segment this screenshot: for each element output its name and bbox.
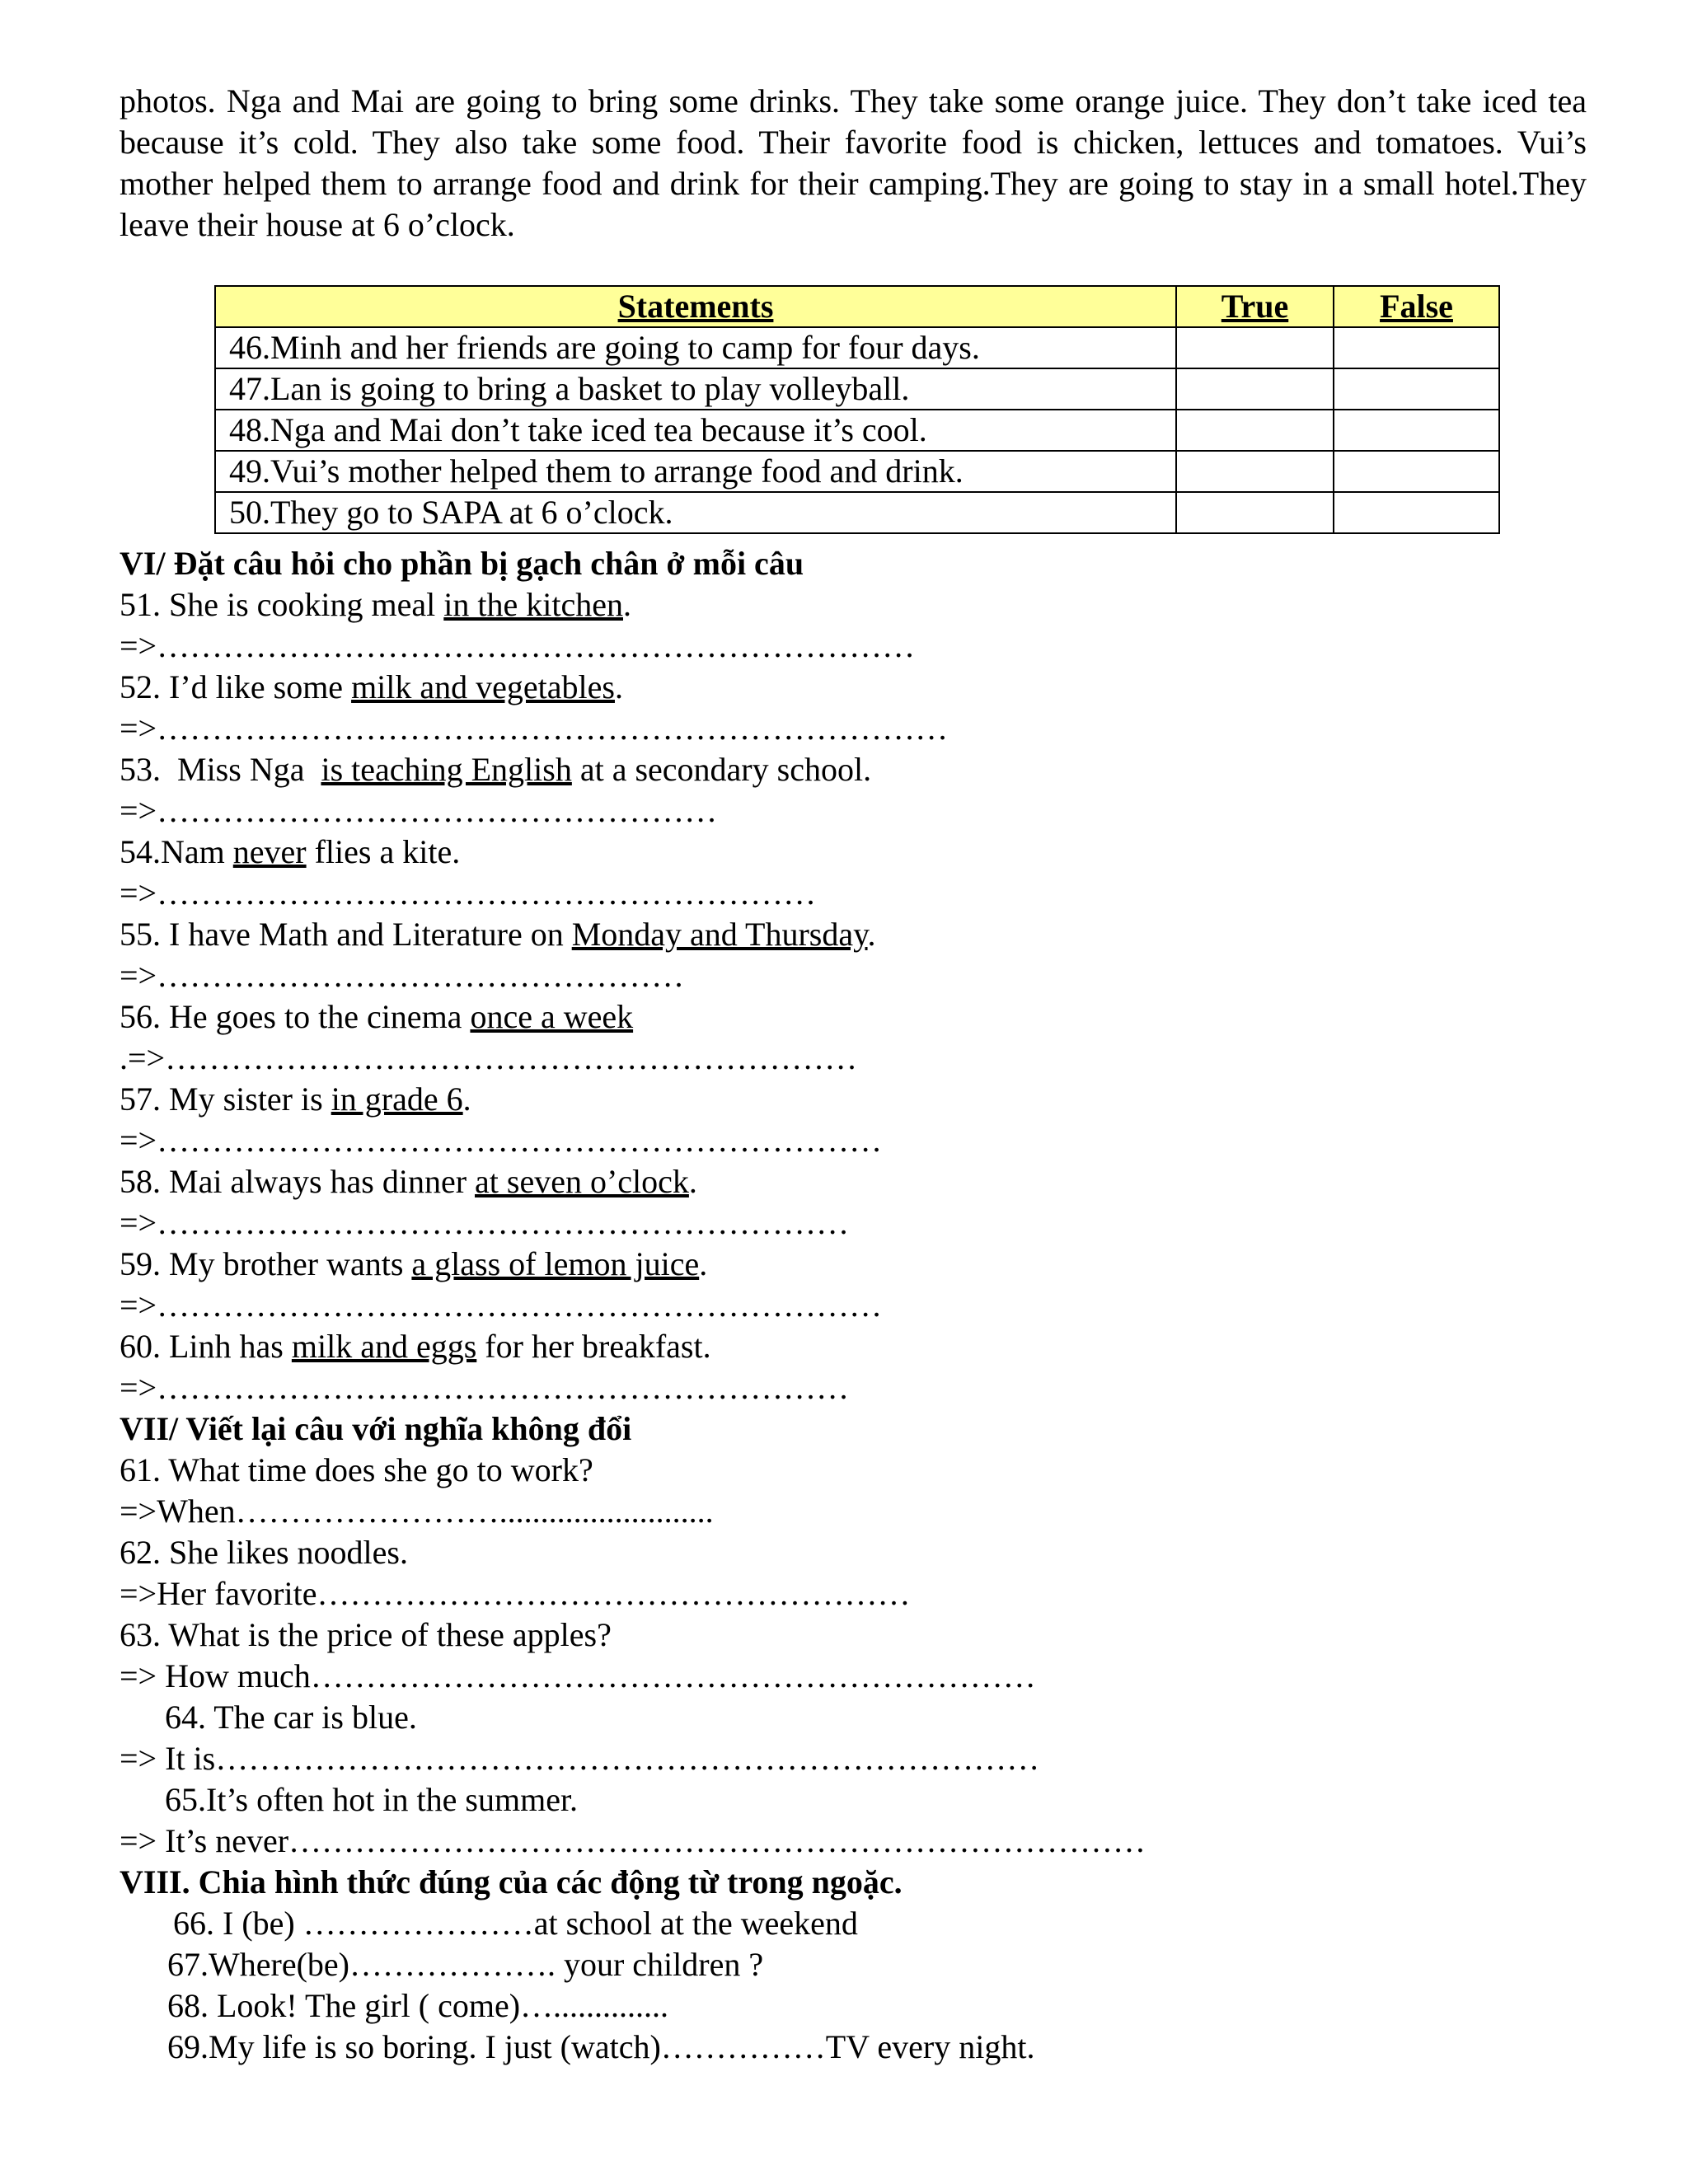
- q59-underlined: a glass of lemon juice: [411, 1245, 700, 1282]
- table-row: [215, 327, 1499, 368]
- q55-text: 55. I have Math and Literature on: [120, 916, 572, 953]
- answer-line-53[interactable]: =>……………………………………………: [120, 792, 718, 829]
- true-false-table: [214, 285, 1500, 534]
- reading-passage-container: [120, 81, 1587, 246]
- question-63: 63. What is the price of these apples?: [120, 1616, 612, 1653]
- q51-text: 51. She is cooking meal: [120, 586, 444, 623]
- q55-tail: .: [867, 916, 876, 953]
- q60-tail: for her breakfast.: [476, 1328, 711, 1365]
- answer-line-59[interactable]: =>…………………………………………………………: [120, 1286, 883, 1324]
- answer-line-64[interactable]: => It is…………………………………………………………………: [120, 1740, 1040, 1777]
- question-66[interactable]: 66. I (be) …………………at school at the weekend: [173, 1905, 858, 1942]
- answer-line-52[interactable]: =>………………………………………………………………: [120, 710, 949, 747]
- header-statements: Statements: [215, 286, 1176, 327]
- table-row: [215, 410, 1499, 451]
- true-cell-47[interactable]: [1176, 368, 1334, 410]
- question-60: [120, 1326, 1587, 1367]
- statement-47: 47.Lan is going to bring a basket to play volleyball.: [215, 368, 1176, 410]
- question-64: 64. The car is blue.: [165, 1699, 417, 1736]
- answer-line-57[interactable]: =>…………………………………………………………: [120, 1122, 883, 1159]
- question-65: 65.It’s often hot in the summer.: [165, 1781, 579, 1818]
- false-cell-49[interactable]: [1334, 451, 1499, 492]
- q54-underlined: never: [232, 833, 307, 870]
- false-cell-47[interactable]: [1334, 368, 1499, 410]
- statement-50: 50.They go to SAPA at 6 o’clock.: [215, 492, 1176, 533]
- q60-underlined: milk and eggs: [291, 1328, 477, 1365]
- false-cell-48[interactable]: [1334, 410, 1499, 451]
- section-8-heading: VIII. Chia hình thức đúng của các động từ trong ngoặc.: [120, 1863, 903, 1900]
- question-59: [120, 1244, 1587, 1285]
- answer-line-65[interactable]: => It’s never……………………………………………………………………: [120, 1822, 1146, 1859]
- table-row: [215, 492, 1499, 533]
- q58-text: 58. Mai always has dinner: [120, 1163, 476, 1200]
- table-row: [215, 368, 1499, 410]
- q52-text: 52. I’d like some: [120, 668, 352, 705]
- q58-underlined: at seven o’clock: [475, 1163, 689, 1200]
- true-cell-46[interactable]: [1176, 327, 1334, 368]
- q59-tail: .: [699, 1245, 708, 1282]
- q51-underlined: in the kitchen: [443, 586, 623, 623]
- true-cell-49[interactable]: [1176, 451, 1334, 492]
- section-6-heading: VI/ Đặt câu hỏi cho phần bị gạch chân ở mỗi câu: [120, 545, 804, 582]
- answer-line-56[interactable]: .=>………………………………………………………: [120, 1039, 858, 1076]
- exercise-sections: [120, 543, 1587, 2068]
- header-false: False: [1334, 286, 1499, 327]
- question-58: [120, 1161, 1587, 1202]
- false-cell-50[interactable]: [1334, 492, 1499, 533]
- question-51: [120, 584, 1587, 626]
- statement-48: 48.Nga and Mai don’t take iced tea because it’s cool.: [215, 410, 1176, 451]
- q51-tail: .: [623, 586, 631, 623]
- q53-underlined: is teaching English: [321, 751, 572, 788]
- reading-passage: photos. Nga and Mai are going to bring some drinks. They take some orange juice. They don’t take iced tea because it’s cold. They also take some food. Their favorite food is chicken, lettuces and tomatoes. Vui’s mother helped them to arrange food and drink for their camping.They are going to stay in a small hotel.They leave their house at 6 o’clock.: [120, 82, 1587, 243]
- header-true: True: [1176, 286, 1334, 327]
- question-61: 61. What time does she go to work?: [120, 1451, 593, 1488]
- q55-underlined: Monday and Thursday: [571, 916, 868, 953]
- section-7-heading: VII/ Viết lại câu với nghĩa không đổi: [120, 1410, 632, 1447]
- table-header-row: [215, 286, 1499, 327]
- question-52: [120, 667, 1587, 708]
- true-cell-48[interactable]: [1176, 410, 1334, 451]
- question-56: [120, 996, 1587, 1038]
- q58-tail: .: [688, 1163, 697, 1200]
- q59-text: 59. My brother wants: [120, 1245, 412, 1282]
- question-68[interactable]: 68. Look! The girl ( come)…..............: [167, 1987, 669, 2024]
- question-57: [120, 1079, 1587, 1120]
- question-54: [120, 832, 1587, 873]
- q57-tail: .: [462, 1080, 471, 1118]
- q54-text: 54.Nam: [120, 833, 233, 870]
- answer-line-61[interactable]: =>When……………………..........................: [120, 1493, 714, 1530]
- statement-46: 46.Minh and her friends are going to camp for four days.: [215, 327, 1176, 368]
- q52-tail: .: [614, 668, 623, 705]
- q60-text: 60. Linh has: [120, 1328, 292, 1365]
- question-67[interactable]: 67.Where(be)………………. your children ?: [167, 1946, 764, 1983]
- answer-line-60[interactable]: =>………………………………………………………: [120, 1369, 850, 1406]
- answer-line-58[interactable]: =>………………………………………………………: [120, 1204, 850, 1241]
- answer-line-55[interactable]: =>…………………………………………: [120, 957, 685, 994]
- q56-text: 56. He goes to the cinema: [120, 998, 471, 1035]
- answer-line-51[interactable]: =>……………………………………………………………: [120, 627, 916, 664]
- table-row: [215, 451, 1499, 492]
- answer-line-62[interactable]: =>Her favorite………………………………………………: [120, 1575, 911, 1612]
- q53-text: 53. Miss Nga: [120, 751, 321, 788]
- question-62: 62. She likes noodles.: [120, 1534, 408, 1571]
- q57-text: 57. My sister is: [120, 1080, 331, 1118]
- q57-underlined: in grade 6: [331, 1080, 463, 1118]
- true-cell-50[interactable]: [1176, 492, 1334, 533]
- question-69[interactable]: 69.My life is so boring. I just (watch)……………TV every night.: [167, 2028, 1035, 2065]
- answer-line-54[interactable]: =>……………………………………………………: [120, 874, 817, 912]
- question-53: [120, 749, 1587, 790]
- q52-underlined: milk and vegetables: [351, 668, 615, 705]
- answer-line-63[interactable]: => How much…………………………………………………………: [120, 1657, 1036, 1694]
- false-cell-46[interactable]: [1334, 327, 1499, 368]
- question-55: [120, 914, 1587, 955]
- q56-underlined: once a week: [470, 998, 634, 1035]
- q54-tail: flies a kite.: [306, 833, 461, 870]
- q53-tail: at a secondary school.: [571, 751, 872, 788]
- statement-49: 49.Vui’s mother helped them to arrange food and drink.: [215, 451, 1176, 492]
